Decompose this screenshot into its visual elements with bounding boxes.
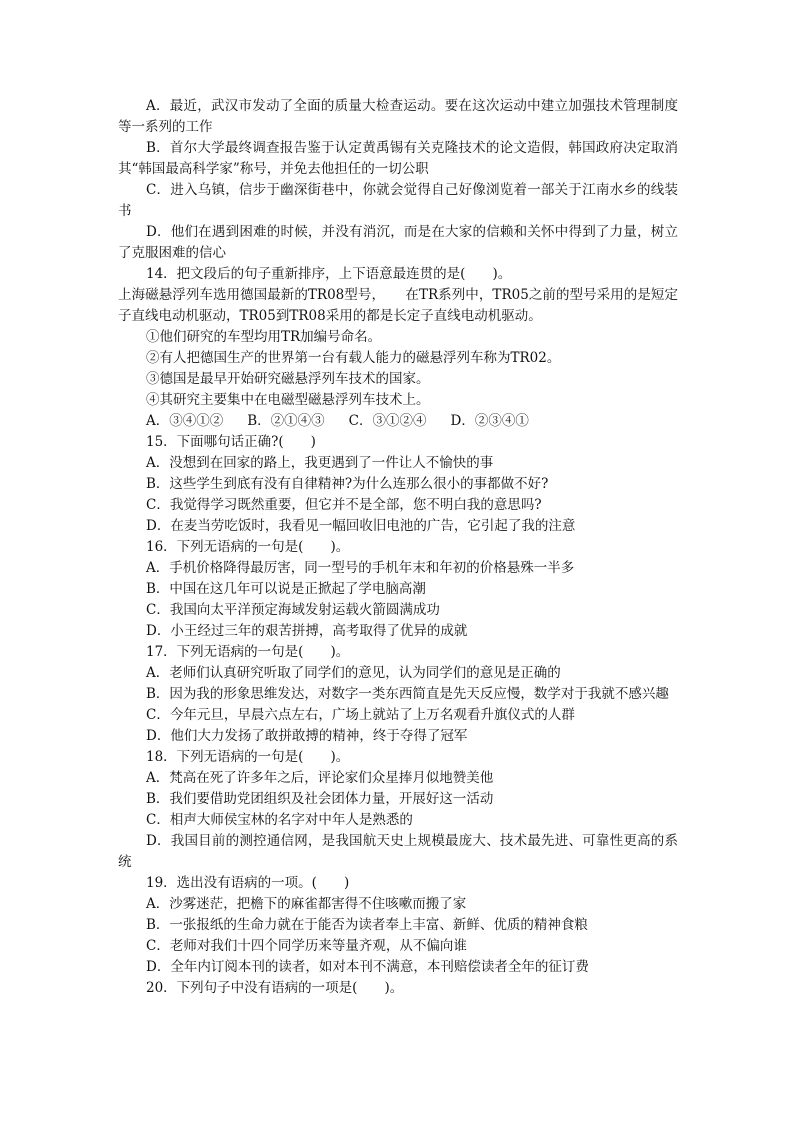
- q20-stem: 20．下列句子中没有语病的一项是( )。: [146, 980, 404, 996]
- q18-option-b: B．我们要借助党团组织及社会团体力量，开展好这一活动: [146, 791, 494, 807]
- q13-option-d: D．他们在遇到困难的时候，并没有消沉，而是在大家的信赖和关怀中得到了力量，树立了克服困难的信心: [118, 224, 678, 261]
- q18-option-d: D．我国目前的测控通信网，是我国航天史上规模最庞大、技术最先进、可靠性更高的系统: [118, 833, 678, 870]
- q14-option-a: A．③④①②: [146, 413, 224, 429]
- q17-stem: 17．下列无语病的一句是( )。: [146, 644, 350, 660]
- q18-option-a: A．梵高在死了许多年之后，评论家们众星捧月似地赞美他: [146, 770, 494, 786]
- q17-option-c: C．今年元旦，早晨六点左右，广场上就站了上万名观看升旗仪式的人群: [146, 707, 575, 723]
- q13-option-c: C．进入乌镇，信步于幽深街巷中，你就会觉得自己好像浏览着一部关于江南水乡的线装书: [118, 182, 678, 219]
- q14-option-b: B．②①④③: [247, 413, 325, 429]
- q16-option-d: D．小王经过三年的艰苦拼搏，高考取得了优异的成就: [146, 623, 468, 639]
- q18-stem: 18．下列无语病的一句是( )。: [146, 749, 350, 765]
- q14-options: [118, 411, 678, 432]
- q17-option-d: D．他们大力发扬了敢拼敢搏的精神，终于夺得了冠军: [146, 728, 468, 744]
- document-page: [118, 96, 678, 999]
- q16-option-c: C．我国向太平洋预定海域发射运载火箭圆满成功: [146, 602, 440, 618]
- q19-option-d: D．全年内订阅本刊的读者，如对本刊不满意，本刊赔偿读者全年的征订费: [146, 959, 589, 975]
- q16-stem: 16．下列无语病的一句是( )。: [146, 539, 350, 555]
- q15-option-a: A．没想到在回家的路上，我更遇到了一件让人不愉快的事: [146, 455, 494, 471]
- q14-passage: 上海磁悬浮列车选用德国最新的TR08型号， 在TR系列中，TR05之前的型号采用的是短定子直线电动机驱动，TR05到TR08采用的都是长定子直线电动机驱动。: [118, 287, 678, 324]
- q19-option-a: A．沙雾迷茫，把檐下的麻雀都害得不住咳嗽而搬了家: [146, 896, 467, 912]
- q14-option-c: C．③①②④: [348, 413, 427, 429]
- q13-option-b: B．首尔大学最终调查报告鉴于认定黄禹锡有关克隆技术的论文造假，韩国政府决定取消其“韩国最高科学家”称号，并免去他担任的一切公职: [118, 140, 678, 177]
- q14-sentence-2: ②有人把德国生产的世界第一台有载人能力的磁悬浮列车称为TR02。: [146, 350, 561, 366]
- q15-stem: 15．下面哪句话正确?( ): [146, 434, 316, 450]
- q13-option-a: A．最近，武汉市发动了全面的质量大检查运动。要在这次运动中建立加强技术管理制度等一系列的工作: [118, 98, 678, 135]
- q14-option-d: D．②③④①: [450, 413, 529, 429]
- q15-option-c: C．我觉得学习既然重要，但它并不是全部，您不明白我的意思吗?: [146, 497, 542, 513]
- q16-option-b: B．中国在这几年可以说是正掀起了学电脑高潮: [146, 581, 426, 597]
- q15-option-d: D．在麦当劳吃饭时，我看见一幅回收旧电池的广告，它引起了我的注意: [146, 518, 576, 534]
- q19-option-c: C．老师对我们十四个同学历来等量齐观，从不偏向谁: [146, 938, 467, 954]
- q14-sentence-1: ①他们研究的车型均用TR加编号命名。: [146, 329, 382, 345]
- q18-option-c: C．相声大师侯宝林的名字对中年人是熟悉的: [146, 812, 413, 828]
- q17-option-b: B．因为我的形象思维发达，对数字一类东西简直是先天反应慢，数学对于我就不感兴趣: [146, 686, 669, 702]
- q19-stem: 19．选出没有语病的一项。( ): [146, 875, 350, 891]
- q16-option-a: A．手机价格降得最厉害，同一型号的手机年末和年初的价格悬殊一半多: [146, 560, 575, 576]
- q15-option-b: B．这些学生到底有没有自律精神?为什么连那么很小的事都做不好?: [146, 476, 549, 492]
- q14-stem: 14．把文段后的句子重新排序，上下语意最连贯的是( )。: [146, 266, 512, 282]
- q14-sentence-4: ④其研究主要集中在电磁型磁悬浮列车技术上。: [146, 392, 430, 408]
- q19-option-b: B．一张报纸的生命力就在于能否为读者奉上丰富、新鲜、优质的精神食粮: [146, 917, 588, 933]
- q17-option-a: A．老师们认真研究听取了同学们的意见，认为同学们的意见是正确的: [146, 665, 561, 681]
- q14-sentence-3: ③德国是最早开始研究磁悬浮列车技术的国家。: [146, 371, 430, 387]
